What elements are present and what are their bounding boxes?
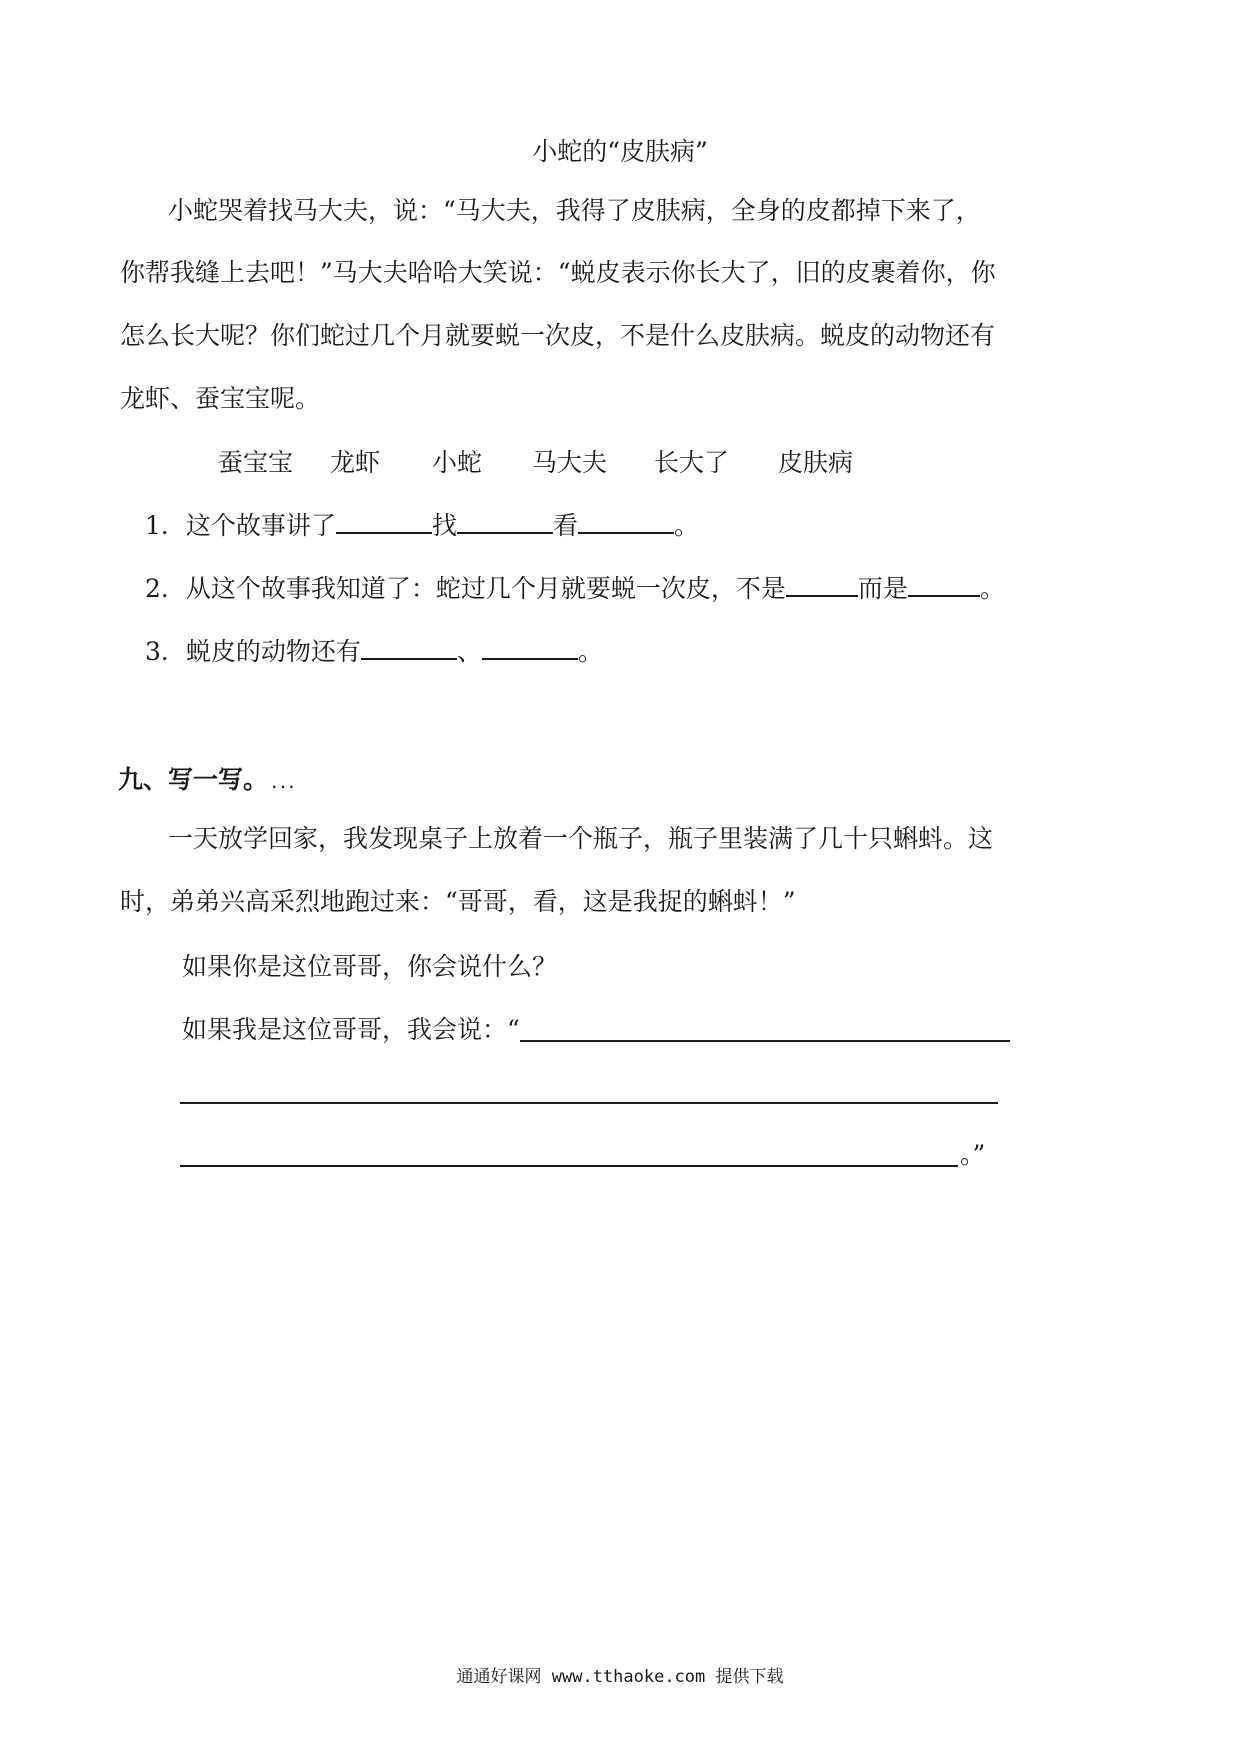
question-2-prefix: 2．从这个故事我知道了：蛇过几个月就要蜕一次皮，不是 [145,574,786,603]
answer-blank-2a[interactable] [786,573,858,597]
section-9-heading-text: 九、写一写。 [118,765,269,794]
answer-blank-1b[interactable] [457,510,553,534]
answer-blank-3a[interactable] [361,636,457,660]
section-9-para-line-2: 时，弟弟兴高采烈地跑过来：“哥哥，看，这是我捉的蝌蚪！” [120,887,796,916]
question-1-prefix: 1．这个故事讲了 [145,511,336,540]
story-line-3: 怎么长大呢？你们蛇过几个月就要蜕一次皮，不是什么皮肤病。蜕皮的动物还有 [120,321,996,350]
story-title: 小蛇的“皮肤病” [532,137,708,166]
page-footer: 通通好课网 www.tthaoke.com 提供下载 [456,1667,784,1687]
question-2-end: 。 [979,574,1005,603]
word-bank-5: 皮肤病 [778,448,854,477]
answer-blank-1a[interactable] [336,510,432,534]
answer-end-text: 。” [960,1140,986,1169]
answer-blank-3b[interactable] [482,636,578,660]
question-1-mid1: 找 [431,511,457,540]
question-2 [145,573,1005,604]
answer-line-1[interactable] [520,1040,1010,1042]
answer-blank-2b[interactable] [908,573,980,597]
emphasis-dots: ... [272,777,298,791]
word-bank-0: 蚕宝宝 [218,448,294,477]
question-3-end: 。 [577,637,603,666]
question-3-prefix: 3．蜕皮的动物还有 [145,637,361,666]
section-9-heading [118,760,298,796]
answer-blank-1c[interactable] [578,510,674,534]
question-1 [145,510,699,541]
question-3-mid: 、 [456,637,482,666]
answer-line-3[interactable] [180,1165,958,1167]
word-bank-1: 龙虾 [330,448,381,477]
answer-start-text: 如果我是这位哥哥，我会说：“ [182,1015,520,1044]
question-2-mid: 而是 [857,574,908,603]
writing-prompt: 如果你是这位哥哥，你会说什么？ [182,952,558,981]
word-bank-2: 小蛇 [432,448,483,477]
question-1-mid2: 看 [552,511,578,540]
story-line-4: 龙虾、蚕宝宝呢。 [120,384,321,413]
word-bank-4: 长大了 [654,448,730,477]
story-line-2: 你帮我缝上去吧！”马大夫哈哈大笑说：“蜕皮表示你长大了，旧的皮裹着你，你 [120,258,996,287]
section-9-para-line-1: 一天放学回家，我发现桌子上放着一个瓶子，瓶子里装满了几十只蝌蚪。这 [168,824,994,853]
word-bank-3: 马大夫 [532,448,608,477]
question-1-end: 。 [673,511,699,540]
story-line-1: 小蛇哭着找马大夫，说：“马大夫，我得了皮肤病，全身的皮都掉下来了， [168,196,981,225]
answer-line-2[interactable] [180,1102,998,1104]
question-3 [145,636,603,667]
